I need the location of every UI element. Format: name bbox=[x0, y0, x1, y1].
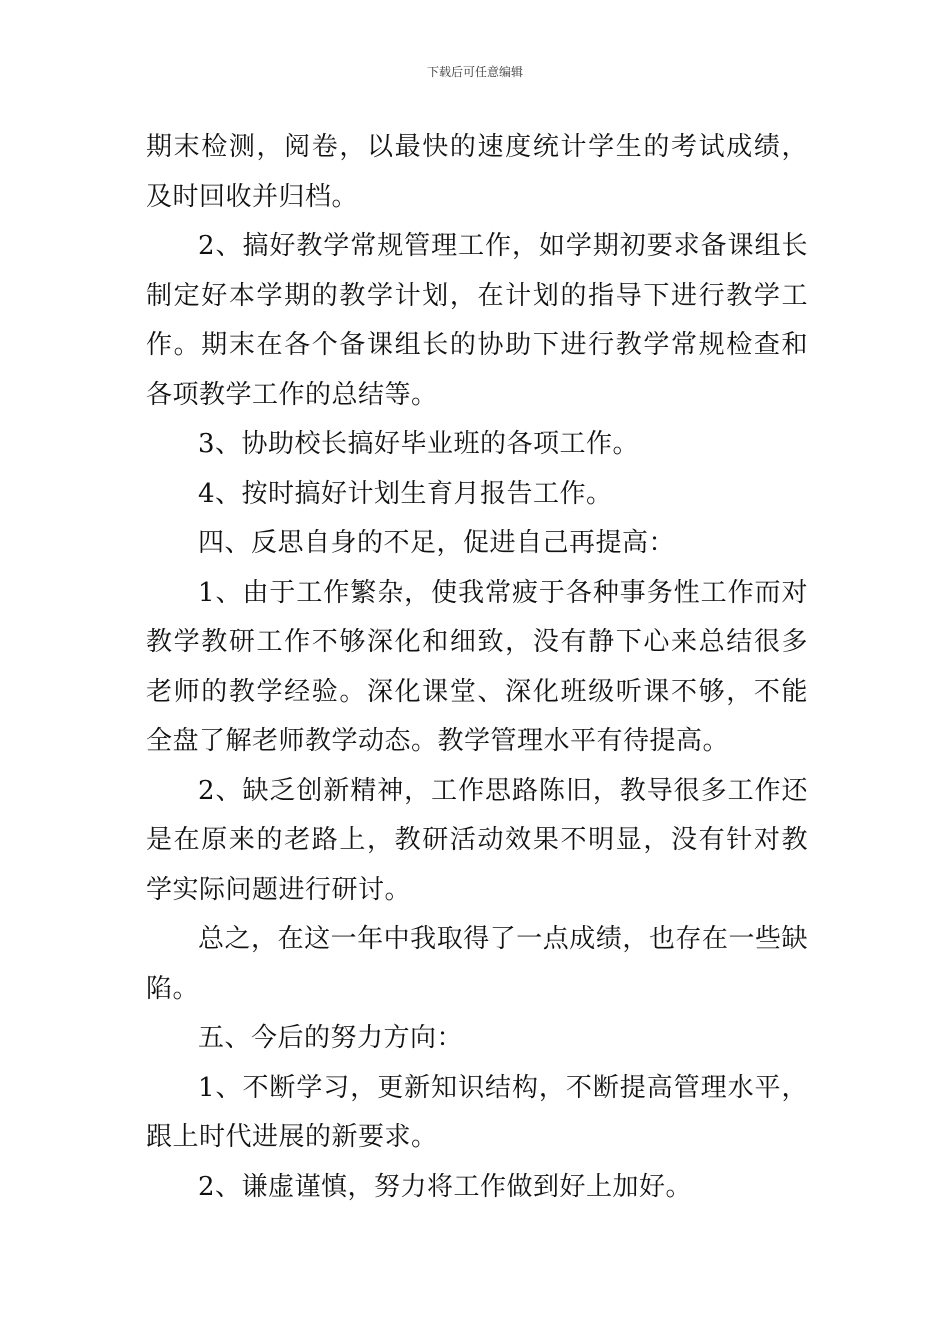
section-heading: 四、反思自身的不足，促进自己再提高： bbox=[198, 528, 676, 558]
paragraph: 期末检测，阅卷，以最快的速度统计学生的考试成绩，及时回收并归档。 bbox=[146, 132, 808, 212]
paragraph: 2、谦虚谨慎，努力将工作做到好上加好。 bbox=[198, 1171, 693, 1202]
document-body bbox=[146, 123, 808, 1212]
paragraph: 2、搞好教学常规管理工作，如学期初要求备课组长制定好本学期的教学计划，在计划的指导下进行教学工作。期末在各个备课组长的协助下进行教学常规检查和各项教学工作的总结等。 bbox=[146, 231, 808, 410]
page-header: 下载后可任意编辑 bbox=[426, 65, 523, 79]
section-heading: 五、今后的努力方向： bbox=[198, 1023, 464, 1053]
paragraph: 总之，在这一年中我取得了一点成绩，也存在一些缺陷。 bbox=[146, 924, 808, 1004]
paragraph: 4、按时搞好计划生育月报告工作。 bbox=[198, 478, 613, 509]
paragraph: 1、由于工作繁杂，使我常疲于各种事务性工作而对教学教研工作不够深化和细致，没有静下心来总结很多老师的教学经验。深化课堂、深化班级听课不够，不能全盘了解老师教学动态。教学管理水平有待提高。 bbox=[146, 577, 808, 756]
paragraph: 3、协助校长搞好毕业班的各项工作。 bbox=[198, 429, 640, 459]
paragraph: 2、缺乏创新精神，工作思路陈旧，教导很多工作还是在原来的老路上，教研活动效果不明显，没有针对教学实际问题进行研讨。 bbox=[146, 775, 808, 905]
paragraph: 1、不断学习，更新知识结构，不断提高管理水平，跟上时代进展的新要求。 bbox=[146, 1072, 808, 1152]
